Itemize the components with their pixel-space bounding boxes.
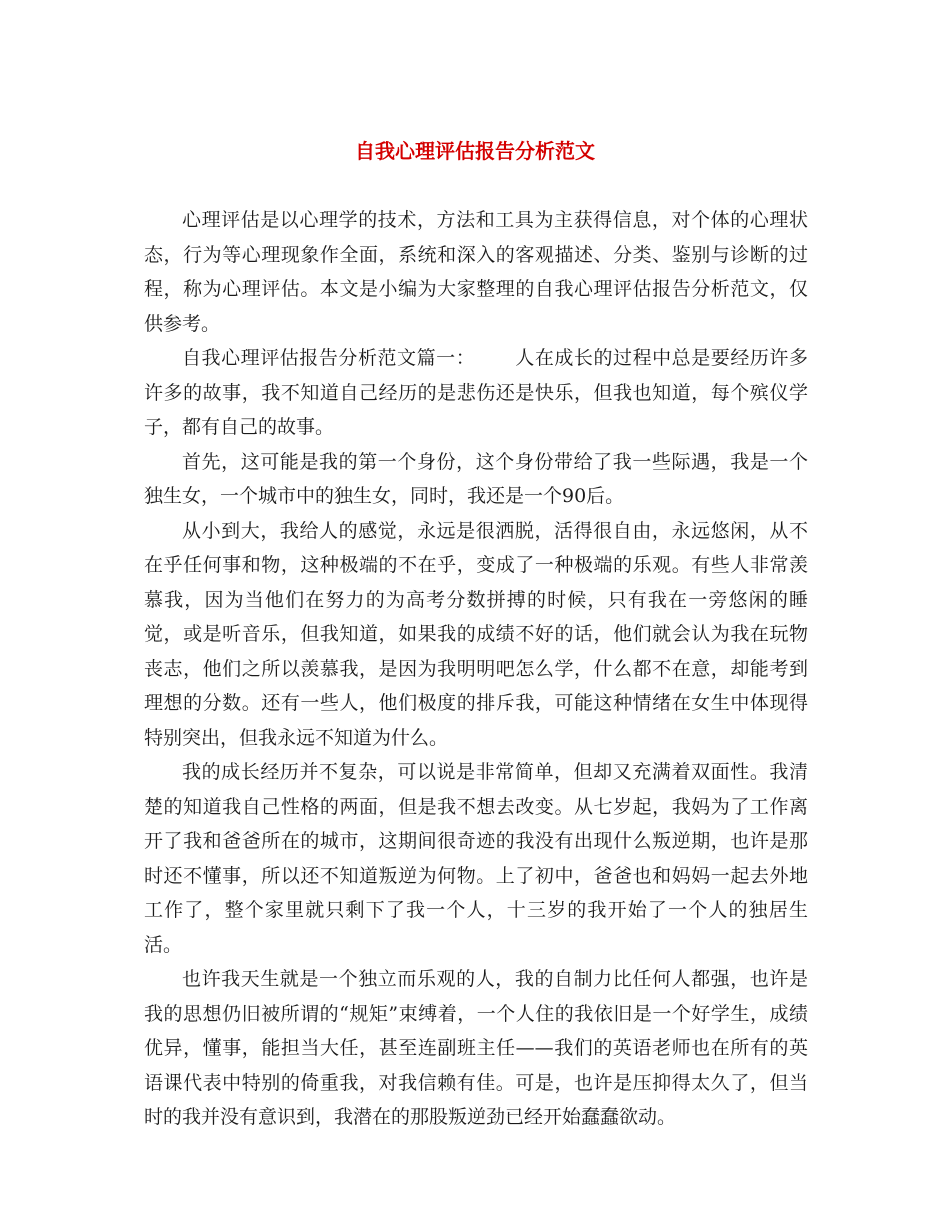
section-heading: 自我心理评估报告分析范文篇一： [182,347,476,369]
intro-paragraph: 心理评估是以心理学的技术，方法和工具为主获得信息，对个体的心理状态，行为等心理现象作全面，系统和深入的客观描述、分类、鉴别与诊断的过程，称为心理评估。本文是小编为大家整理的自我心理评估报告分析范文，仅供参考。 [144,209,808,335]
body-paragraph: 从小到大，我给人的感觉，永远是很洒脱，活得很自由，永远悠闲，从不在乎任何事和物，这种极端的不在乎，变成了一种极端的乐观。有些人非常羡慕我，因为当他们在努力的为高考分数拼搏的时候，只有我在一旁悠闲的睡觉，或是听音乐，但我知道，如果我的成绩不好的话，他们就会认为我在玩物丧志，他们之所以羡慕我，是因为我明明吧怎么学，什么都不在意，却能考到理想的分数。还有一些人，他们极度的排斥我，可能这种情绪在女生中体现得特别突出，但我永远不知道为什么。 [144,519,808,749]
document-title: 自我心理评估报告分析范文 [355,139,595,163]
body-paragraph: 首先，这可能是我的第一个身份，这个身份带给了我一些际遇，我是一个独生女，一个城市中的独生女，同时，我还是一个90后。 [144,450,808,507]
section-first-text: 人在成长的过程中总是要经历许多许多的故事，我不知道自己经历的是悲伤还是快乐，但我也知道，每个殡仪学子，都有自己的故事。 [144,347,808,438]
section-paragraph [144,341,808,445]
body-paragraph: 也许我天生就是一个独立而乐观的人，我的自制力比任何人都强，也许是我的思想仍旧被所谓的“规矩”束缚着，一个人住的我依旧是一个好学生，成绩优异，懂事，能担当大任，甚至连副班主任——我们的英语老师也在所有的英语课代表中特别的倚重我，对我信赖有佳。可是，也许是压抑得太久了，但当时的我并没有意识到，我潜在的那股叛逆劲已经开始蠢蠢欲动。 [144,968,808,1128]
document-body [144,203,808,1135]
body-paragraph: 我的成长经历并不复杂，可以说是非常简单，但却又充满着双面性。我清楚的知道我自己性格的两面，但是我不想去改变。从七岁起，我妈为了工作离开了我和爸爸所在的城市，这期间很奇迹的我没有出现什么叛逆期，也许是那时还不懂事，所以还不知道叛逆为何物。上了初中，爸爸也和妈妈一起去外地工作了，整个家里就只剩下了我一个人，十三岁的我开始了一个人的独居生活。 [144,761,808,956]
